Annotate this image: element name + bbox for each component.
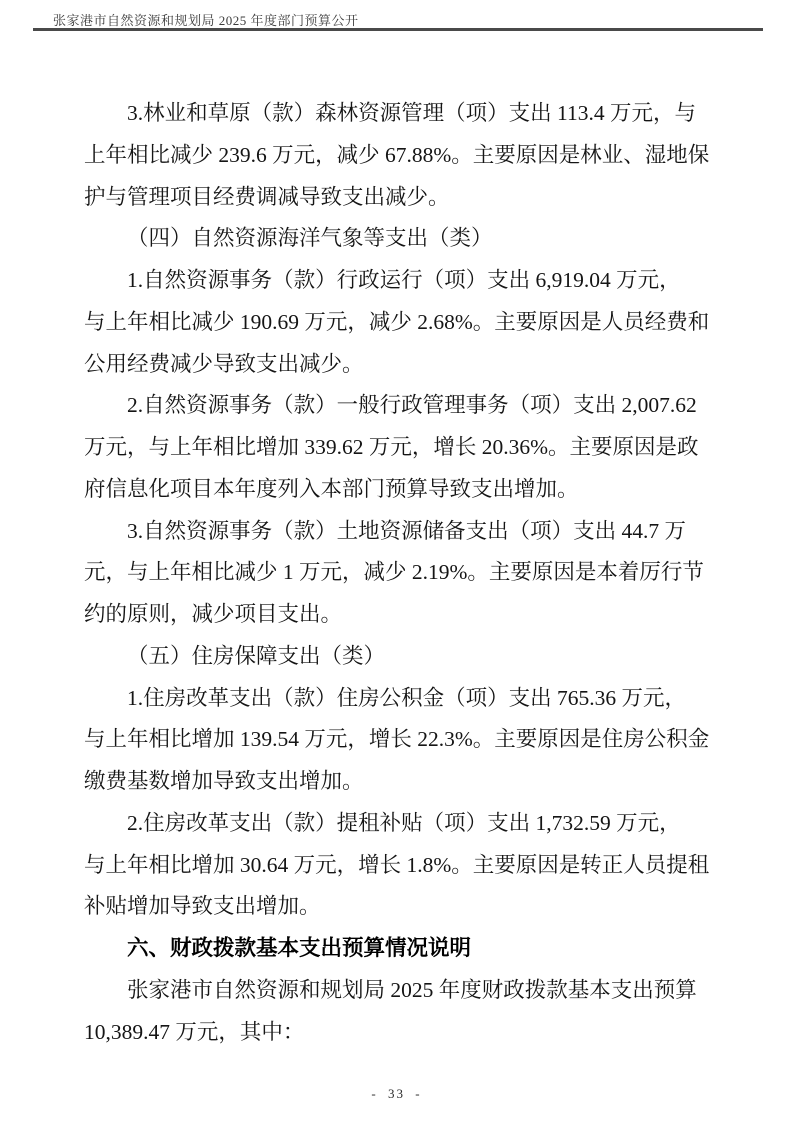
text-line: 3.自然资源事务（款）土地资源储备支出（项）支出 44.7 万 [127, 518, 687, 543]
page-footer [0, 1086, 793, 1102]
para-basic-expenditure-budget-total [84, 970, 750, 1054]
text-line: （五）住房保障支出（类） [127, 643, 386, 668]
para-land-resource-reserve-expense [84, 511, 750, 636]
text-line: 张家港市自然资源和规划局 2025 年度财政拨款基本支出预算 [127, 977, 697, 1002]
document-body [84, 93, 750, 1053]
text-line: 公用经费减少导致支出减少。 [84, 351, 364, 376]
para-housing-provident-fund-expense [84, 678, 750, 803]
text-line: 元，与上年相比减少 1 万元，减少 2.19%。主要原因是本着厉行节 [84, 560, 704, 585]
text-line: 护与管理项目经费调减导致支出减少。 [84, 184, 450, 209]
text-line: 1.自然资源事务（款）行政运行（项）支出 6,919.04 万元， [127, 268, 681, 292]
para-general-admin-affairs-expense [84, 385, 750, 510]
text-line: 与上年相比减少 190.69 万元，减少 2.68%。主要原因是人员经费和 [84, 309, 710, 334]
text-line: 六、财政拨款基本支出预算情况说明 [127, 936, 472, 960]
text-line: 与上年相比增加 30.64 万元，增长 1.8%。主要原因是转正人员提租 [84, 852, 710, 877]
text-line: 府信息化项目本年度列入本部门预算导致支出增加。 [84, 476, 579, 501]
heading-section-6-basic-expenditure-budget [84, 928, 750, 970]
para-forestry-grassland-expense [84, 93, 750, 218]
text-line: 1.住房改革支出（款）住房公积金（项）支出 765.36 万元， [127, 685, 687, 710]
text-line: 2.住房改革支出（款）提租补贴（项）支出 1,732.59 万元， [127, 810, 681, 835]
header-title: 张家港市自然资源和规划局 2025 年度部门预算公开 [53, 13, 359, 28]
text-line: 补贴增加导致支出增加。 [84, 894, 321, 919]
para-rent-subsidy-expense [84, 803, 750, 928]
text-line: 与上年相比增加 139.54 万元，增长 22.3%。主要原因是住房公积金 [84, 727, 710, 752]
subheading-section-5-housing-security [84, 636, 750, 678]
subheading-section-4-natural-resources [84, 218, 750, 260]
page-number: - 33 - [371, 1086, 422, 1101]
text-line: 上年相比减少 239.6 万元，减少 67.88%。主要原因是林业、湿地保 [84, 142, 710, 167]
text-line: （四）自然资源海洋气象等支出（类） [127, 226, 493, 251]
text-line: 2.自然资源事务（款）一般行政管理事务（项）支出 2,007.62 [127, 393, 697, 418]
text-line: 3.林业和草原（款）森林资源管理（项）支出 113.4 万元，与 [127, 101, 696, 125]
header-rule [33, 28, 763, 31]
text-line: 10,389.47 万元，其中： [84, 1019, 305, 1044]
text-line: 约的原则，减少项目支出。 [84, 602, 343, 626]
text-line: 万元，与上年相比增加 339.62 万元，增长 20.36%。主要原因是政 [84, 435, 699, 459]
para-administrative-operation-expense [84, 260, 750, 385]
text-line: 缴费基数增加导致支出增加。 [84, 769, 364, 793]
